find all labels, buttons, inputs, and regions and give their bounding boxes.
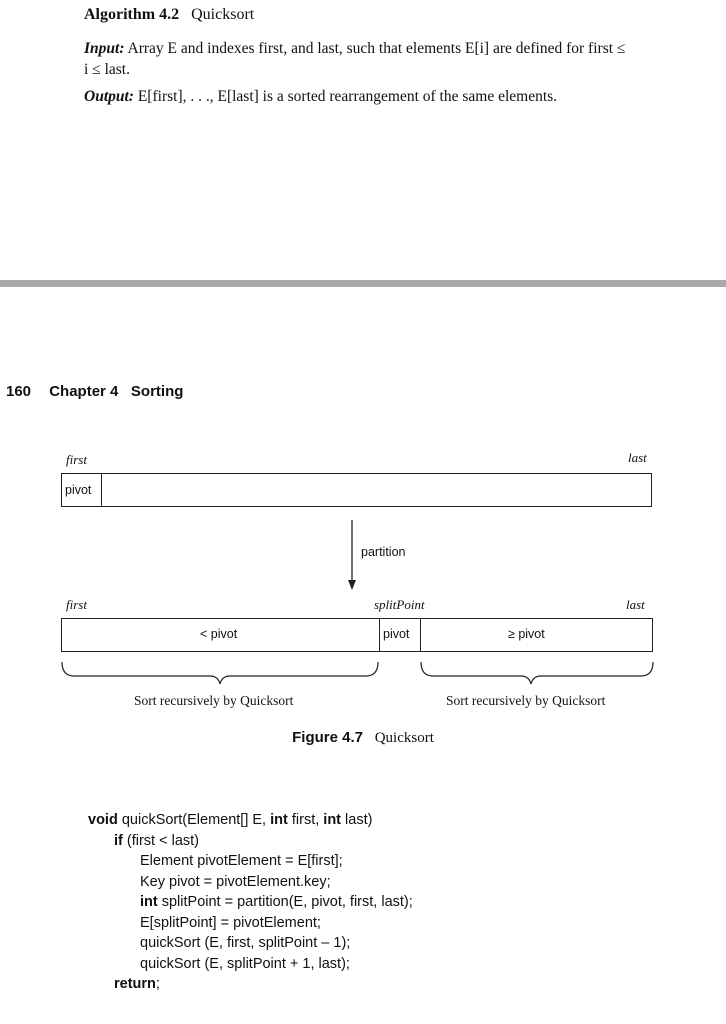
code-line-9: return; (114, 976, 160, 992)
algorithm-name: Quicksort (191, 6, 255, 23)
chapter-label: Chapter 4 (49, 383, 119, 400)
page-number: 160 (6, 383, 32, 400)
code-line-6: E[splitPoint] = pivotElement; (140, 914, 321, 931)
split-right-divider (420, 619, 421, 651)
top-last-label: last (628, 450, 647, 465)
input-text-line2: i ≤ last. (84, 61, 130, 78)
input-text-line1: Array E and indexes first, and last, such that elements E[i] are defined for first ≤ (127, 40, 626, 57)
left-recursion-caption: Sort recursively by Quicksort (134, 693, 294, 708)
code-line-8: quickSort (E, splitPoint + 1, last); (140, 955, 350, 972)
output-label: Output: (84, 88, 134, 105)
input-label: Input: (84, 40, 125, 57)
code-line-5: int splitPoint = partition(E, pivot, first, last); (140, 894, 413, 910)
page-header (6, 383, 183, 400)
partition-arrow-icon (344, 520, 360, 592)
less-pivot-label: < pivot (200, 627, 238, 641)
code-line-3: Element pivotElement = E[first]; (140, 853, 343, 869)
bottom-split-label: splitPoint (374, 597, 425, 612)
partition-label: partition (361, 545, 406, 559)
code-line-7: quickSort (E, first, splitPoint – 1); (140, 935, 351, 951)
figure-caption (0, 729, 726, 747)
right-brace-icon (419, 660, 659, 688)
output-text: E[first], . . ., E[last] is a sorted rearrangement of the same elements. (137, 88, 558, 105)
left-brace-icon (60, 660, 385, 688)
code-line-4: Key pivot = pivotElement.key; (140, 873, 331, 890)
algorithm-input (84, 38, 704, 80)
bottom-last-label: last (626, 597, 645, 612)
bottom-first-label: first (66, 597, 87, 612)
figure-caption-text: Quicksort (374, 730, 434, 746)
figure-caption-label: Figure 4.7 (292, 729, 363, 746)
mid-pivot-label: pivot (383, 627, 410, 641)
code-line-1: void quickSort(Element[] E, int first, int last) (88, 812, 373, 828)
section-label: Sorting (130, 383, 184, 400)
page-divider (0, 280, 726, 287)
top-array-box (61, 473, 652, 507)
split-left-divider (379, 619, 380, 651)
right-recursion-caption: Sort recursively by Quicksort (446, 693, 606, 708)
top-pivot-label: pivot (65, 483, 92, 497)
algorithm-number: Algorithm 4.2 (84, 6, 180, 23)
pivot-divider (101, 474, 102, 506)
algorithm-output (84, 86, 704, 107)
geq-pivot-label: ≥ pivot (508, 627, 545, 641)
code-line-2: if (first < last) (114, 832, 199, 849)
code-block (88, 810, 413, 995)
bottom-array-box (61, 618, 653, 652)
top-first-label: first (66, 452, 87, 467)
algorithm-title (84, 6, 254, 24)
